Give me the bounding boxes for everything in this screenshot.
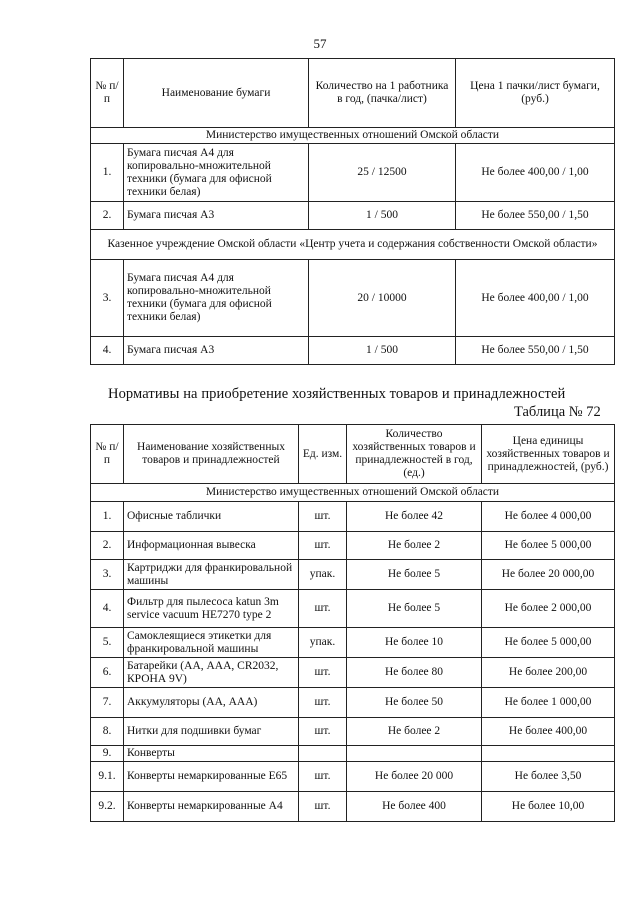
row-price: Не более 5 000,00 xyxy=(482,532,615,560)
row-name: Бумага писчая А4 для копировально-множительной техники (бумага для офисной техники белая) xyxy=(124,260,309,337)
row-num: 4. xyxy=(91,337,124,365)
section-title: Министерство имущественных отношений Омской области xyxy=(91,128,615,144)
row-price: Не более 400,00 xyxy=(482,718,615,746)
table-row xyxy=(91,628,615,658)
row-name: Конверты немаркированные А4 xyxy=(124,792,299,822)
row-qty: Не более 5 xyxy=(347,590,482,628)
table-row xyxy=(91,502,615,532)
row-price: Не более 3,50 xyxy=(482,762,615,792)
row-name: Аккумуляторы (АА, ААА) xyxy=(124,688,299,718)
row-unit: шт. xyxy=(299,502,347,532)
row-qty: 1 / 500 xyxy=(309,202,456,230)
table-row xyxy=(91,532,615,560)
row-price: Не более 2 000,00 xyxy=(482,590,615,628)
row-name: Информационная вывеска xyxy=(124,532,299,560)
row-unit xyxy=(299,746,347,762)
row-num: 5. xyxy=(91,628,124,658)
row-num: 9.1. xyxy=(91,762,124,792)
section-row xyxy=(91,128,615,144)
row-unit: шт. xyxy=(299,762,347,792)
row-name: Офисные таблички xyxy=(124,502,299,532)
row-name: Фильтр для пылесоса katun 3m service vacuum HE7270 type 2 xyxy=(124,590,299,628)
row-num: 9.2. xyxy=(91,792,124,822)
row-num: 9. xyxy=(91,746,124,762)
row-unit: упак. xyxy=(299,628,347,658)
header-quantity: Количество на 1 работника в год, (пачка/лист) xyxy=(309,59,456,128)
section-title: Казенное учреждение Омской области «Центр учета и содержания собственности Омской области» xyxy=(91,230,615,260)
header-paper-name: Наименование бумаги xyxy=(124,59,309,128)
row-qty: 20 / 10000 xyxy=(309,260,456,337)
row-unit: шт. xyxy=(299,792,347,822)
row-name: Бумага писчая А3 xyxy=(124,202,309,230)
row-num: 3. xyxy=(91,560,124,590)
row-name: Бумага писчая А4 для копировально-множительной техники (бумага для офисной техники белая) xyxy=(124,144,309,202)
table-row xyxy=(91,337,615,365)
header-price: Цена единицы хозяйственных товаров и принадлежностей, (руб.) xyxy=(482,425,615,484)
household-goods-table xyxy=(90,424,615,822)
row-qty: 1 / 500 xyxy=(309,337,456,365)
row-qty: 25 / 12500 xyxy=(309,144,456,202)
row-price: Не более 1 000,00 xyxy=(482,688,615,718)
table-row xyxy=(91,202,615,230)
table-row xyxy=(91,590,615,628)
row-name: Нитки для подшивки бумаг xyxy=(124,718,299,746)
row-unit: шт. xyxy=(299,658,347,688)
table-number: Таблица № 72 xyxy=(514,404,601,420)
row-qty: Не более 50 xyxy=(347,688,482,718)
row-price: Не более 10,00 xyxy=(482,792,615,822)
row-qty xyxy=(347,746,482,762)
header-num: № п/п xyxy=(91,59,124,128)
row-name: Конверты xyxy=(124,746,299,762)
table-row xyxy=(91,792,615,822)
row-qty: Не более 400 xyxy=(347,792,482,822)
row-price: Не более 550,00 / 1,50 xyxy=(456,202,615,230)
row-num: 2. xyxy=(91,202,124,230)
header-price: Цена 1 пачки/лист бумаги, (руб.) xyxy=(456,59,615,128)
row-unit: шт. xyxy=(299,590,347,628)
row-num: 8. xyxy=(91,718,124,746)
table-row xyxy=(91,688,615,718)
row-price: Не более 200,00 xyxy=(482,658,615,688)
page-number: 57 xyxy=(313,36,327,51)
table-row xyxy=(91,260,615,337)
row-qty: Не более 2 xyxy=(347,532,482,560)
row-qty: Не более 2 xyxy=(347,718,482,746)
section-title: Министерство имущественных отношений Омской области xyxy=(91,484,615,502)
table-header-row xyxy=(91,425,615,484)
row-unit: шт. xyxy=(299,532,347,560)
row-price: Не более 550,00 / 1,50 xyxy=(456,337,615,365)
section-row xyxy=(91,484,615,502)
section-heading: Нормативы на приобретение хозяйственных товаров и принадлежностей xyxy=(108,386,566,402)
row-price: Не более 5 000,00 xyxy=(482,628,615,658)
row-price: Не более 400,00 / 1,00 xyxy=(456,144,615,202)
row-qty: Не более 5 xyxy=(347,560,482,590)
row-name: Картриджи для франкировальной машины xyxy=(124,560,299,590)
row-price xyxy=(482,746,615,762)
row-qty: Не более 42 xyxy=(347,502,482,532)
row-num: 7. xyxy=(91,688,124,718)
row-unit: шт. xyxy=(299,718,347,746)
table-header-row xyxy=(91,59,615,128)
header-goods-name: Наименование хозяйственных товаров и принадлежностей xyxy=(124,425,299,484)
row-name: Самоклеящиеся этикетки для франкировальной машины xyxy=(124,628,299,658)
row-price: Не более 20 000,00 xyxy=(482,560,615,590)
row-price: Не более 4 000,00 xyxy=(482,502,615,532)
row-qty: Не более 80 xyxy=(347,658,482,688)
row-num: 4. xyxy=(91,590,124,628)
table-row xyxy=(91,718,615,746)
row-qty: Не более 10 xyxy=(347,628,482,658)
row-num: 1. xyxy=(91,144,124,202)
row-name: Бумага писчая А3 xyxy=(124,337,309,365)
table-row xyxy=(91,746,615,762)
row-qty: Не более 20 000 xyxy=(347,762,482,792)
row-name: Конверты немаркированные Е65 xyxy=(124,762,299,792)
header-num: № п/п xyxy=(91,425,124,484)
header-quantity: Количество хозяйственных товаров и принадлежностей в год, (ед.) xyxy=(347,425,482,484)
table-row xyxy=(91,658,615,688)
paper-norms-table xyxy=(90,58,615,365)
row-price: Не более 400,00 / 1,00 xyxy=(456,260,615,337)
row-num: 1. xyxy=(91,502,124,532)
table-row xyxy=(91,762,615,792)
header-unit: Ед. изм. xyxy=(299,425,347,484)
row-unit: упак. xyxy=(299,560,347,590)
row-num: 2. xyxy=(91,532,124,560)
section-row xyxy=(91,230,615,260)
table-row xyxy=(91,560,615,590)
table-row xyxy=(91,144,615,202)
row-name: Батарейки (АА, ААА, CR2032, КРОНА 9V) xyxy=(124,658,299,688)
row-unit: шт. xyxy=(299,688,347,718)
row-num: 6. xyxy=(91,658,124,688)
row-num: 3. xyxy=(91,260,124,337)
